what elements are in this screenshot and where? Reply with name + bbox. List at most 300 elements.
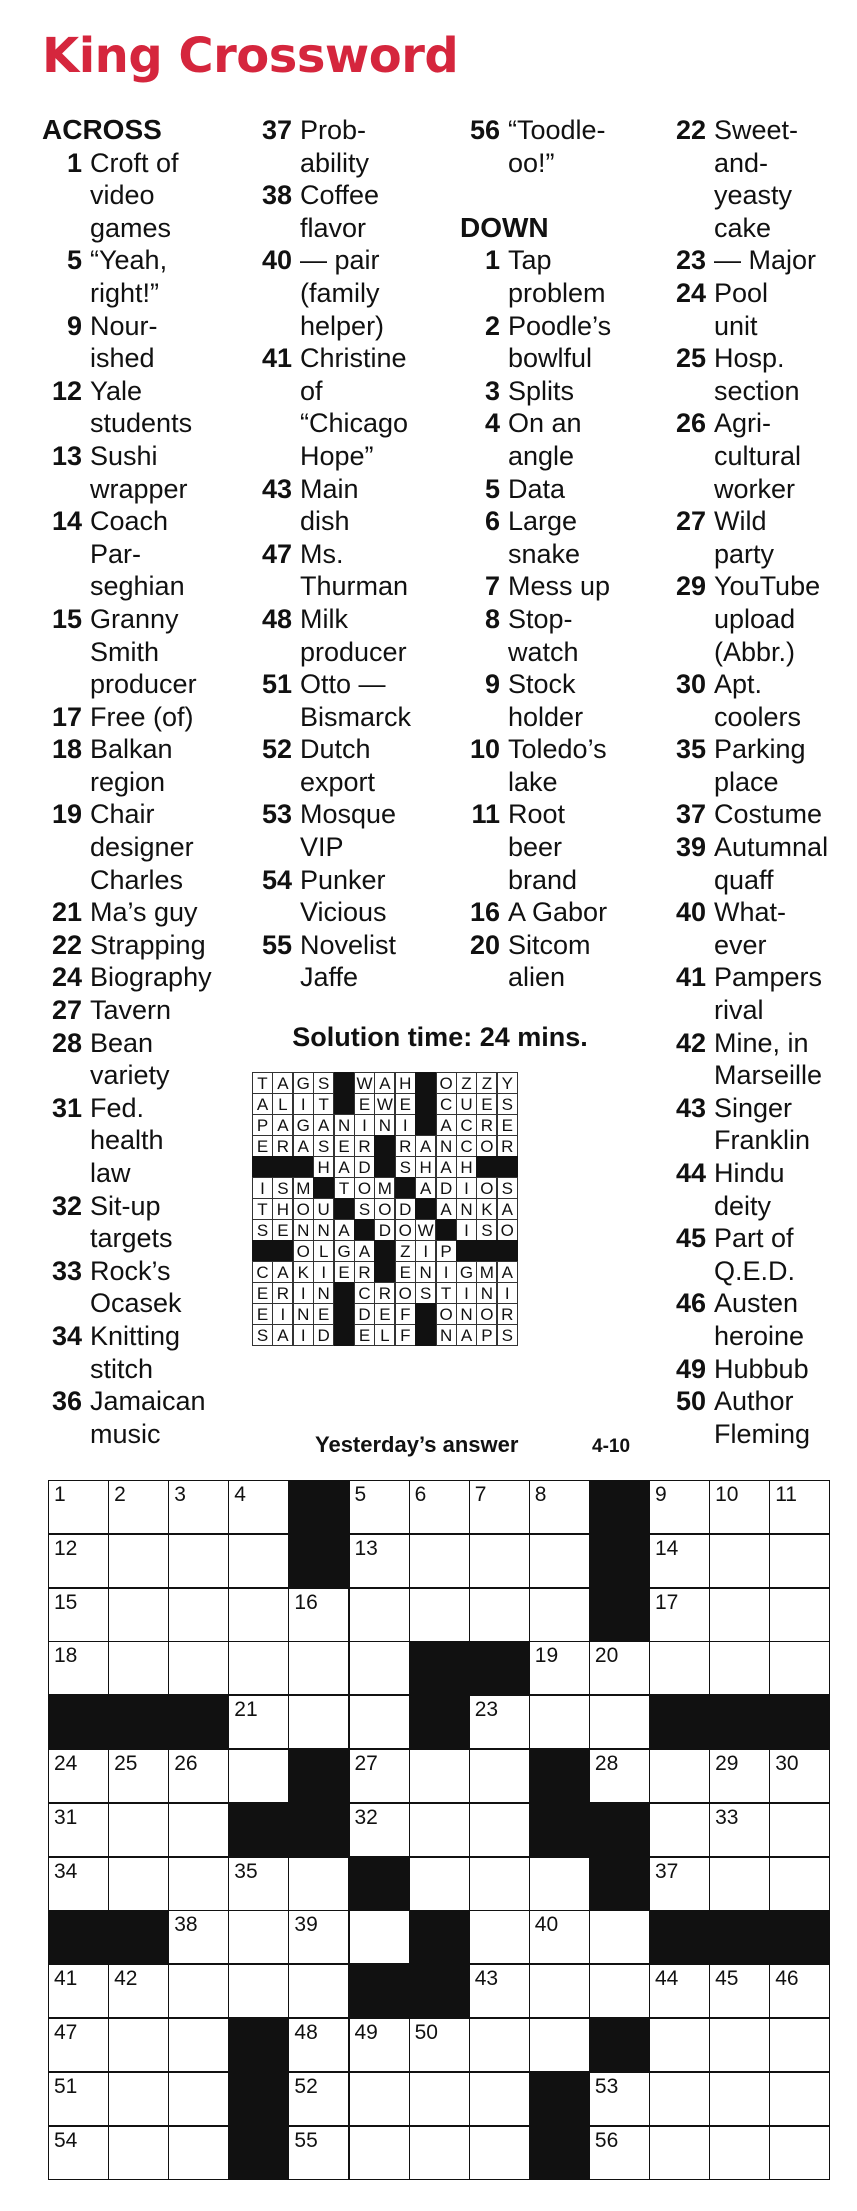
grid-cell[interactable] bbox=[769, 2126, 830, 2180]
grid-cell[interactable] bbox=[228, 1749, 289, 1803]
answer-black-cell bbox=[415, 1093, 436, 1115]
answer-black-cell bbox=[497, 1156, 518, 1178]
grid-cell[interactable] bbox=[108, 1480, 169, 1534]
grid-cell[interactable] bbox=[228, 1534, 289, 1588]
answer-cell: A bbox=[456, 1324, 477, 1346]
clue-text: Croft of video games bbox=[90, 147, 179, 243]
answer-black-cell bbox=[293, 1156, 314, 1178]
grid-cell[interactable] bbox=[48, 1641, 109, 1695]
answer-cell: N bbox=[293, 1219, 314, 1241]
grid-cell[interactable] bbox=[469, 1695, 530, 1749]
answer-black-cell bbox=[252, 1156, 273, 1178]
grid-cell[interactable] bbox=[769, 1803, 830, 1857]
grid-cell[interactable] bbox=[168, 1588, 229, 1642]
answer-cell: N bbox=[456, 1303, 477, 1325]
solution-time: Solution time: 24 mins. bbox=[292, 1022, 588, 1052]
grid-cell[interactable] bbox=[108, 1857, 169, 1911]
cell-number: 25 bbox=[114, 1752, 138, 1775]
answer-cell: E bbox=[252, 1282, 273, 1304]
answer-cell: S bbox=[313, 1072, 334, 1094]
clue bbox=[252, 798, 452, 863]
grid-cell[interactable] bbox=[349, 1910, 410, 1964]
answer-cell: C bbox=[456, 1135, 477, 1157]
grid-cell[interactable] bbox=[168, 1749, 229, 1803]
answer-cell: U bbox=[313, 1198, 334, 1220]
grid-cell[interactable] bbox=[288, 1588, 349, 1642]
grid-cell[interactable] bbox=[48, 1749, 109, 1803]
grid-cell[interactable] bbox=[709, 1641, 770, 1695]
answer-black-cell bbox=[374, 1240, 395, 1262]
grid-cell[interactable] bbox=[709, 1588, 770, 1642]
grid-black-cell bbox=[108, 1695, 169, 1749]
grid-cell[interactable] bbox=[709, 2126, 770, 2180]
answer-cell: P bbox=[476, 1324, 497, 1346]
cell-number: 15 bbox=[54, 1590, 78, 1614]
cell-number: 9 bbox=[655, 1483, 667, 1506]
grid-cell[interactable] bbox=[469, 2126, 530, 2180]
answer-cell: I bbox=[456, 1177, 477, 1199]
clue-text: Agri- cultural worker bbox=[714, 408, 802, 504]
grid-cell[interactable] bbox=[228, 1857, 289, 1911]
clue bbox=[666, 342, 856, 407]
answer-cell: F bbox=[395, 1324, 416, 1346]
clue-text: Mine, in Marseille bbox=[714, 1027, 823, 1091]
clue-text: YouTube upload (Abbr.) bbox=[714, 571, 821, 667]
answer-cell: I bbox=[436, 1261, 457, 1283]
grid-cell[interactable] bbox=[168, 1964, 229, 2018]
clue bbox=[460, 473, 660, 506]
grid-cell[interactable] bbox=[168, 2018, 229, 2072]
clue-number: 48 bbox=[261, 603, 292, 634]
grid-cell[interactable] bbox=[709, 1964, 770, 2018]
clue bbox=[42, 961, 242, 994]
grid-cell[interactable] bbox=[48, 2018, 109, 2072]
clue-number: 20 bbox=[469, 929, 500, 960]
clue-number: 6 bbox=[484, 506, 500, 537]
answer-cell: D bbox=[313, 1324, 334, 1346]
answer-cell: S bbox=[395, 1156, 416, 1178]
across-heading: ACROSS bbox=[42, 114, 162, 145]
answer-cell: R bbox=[354, 1261, 375, 1283]
answer-cell: A bbox=[272, 1261, 293, 1283]
grid-cell[interactable] bbox=[48, 1803, 109, 1857]
grid-cell[interactable] bbox=[228, 1588, 289, 1642]
grid-cell[interactable] bbox=[769, 1857, 830, 1911]
answer-cell: E bbox=[354, 1093, 375, 1115]
answer-cell: H bbox=[415, 1156, 436, 1178]
clue bbox=[460, 114, 660, 179]
yesterday-caption: Yesterday’s answer bbox=[315, 1432, 519, 1457]
grid-cell[interactable] bbox=[529, 1588, 590, 1642]
grid-cell[interactable] bbox=[108, 2126, 169, 2180]
grid-cell[interactable] bbox=[108, 2018, 169, 2072]
grid-cell[interactable] bbox=[108, 1964, 169, 2018]
cell-number: 40 bbox=[534, 1913, 559, 1937]
clue bbox=[666, 244, 856, 277]
grid-cell[interactable] bbox=[349, 1695, 410, 1749]
clue bbox=[460, 733, 660, 798]
grid-cell[interactable] bbox=[168, 1534, 229, 1588]
clue-number: 44 bbox=[675, 1158, 706, 1188]
cell-number: 8 bbox=[534, 1483, 547, 1506]
grid-cell[interactable] bbox=[288, 1641, 349, 1695]
clue bbox=[252, 538, 452, 603]
grid-cell[interactable] bbox=[709, 1803, 770, 1857]
grid-cell[interactable] bbox=[469, 1964, 530, 2018]
answer-cell: R bbox=[476, 1114, 497, 1136]
grid-cell[interactable] bbox=[769, 1588, 830, 1642]
clue-column-1 bbox=[42, 114, 242, 1450]
down-heading: DOWN bbox=[460, 211, 549, 243]
grid-cell[interactable] bbox=[48, 2126, 109, 2180]
answer-cell: I bbox=[456, 1219, 477, 1241]
grid-cell[interactable] bbox=[589, 1641, 650, 1695]
answer-cell: S bbox=[497, 1324, 518, 1346]
grid-cell[interactable] bbox=[649, 2072, 710, 2126]
grid-cell[interactable] bbox=[48, 1480, 109, 1534]
answer-cell: E bbox=[497, 1114, 518, 1136]
cell-number: 43 bbox=[474, 1967, 499, 1991]
grid-cell[interactable] bbox=[709, 1534, 770, 1588]
clue-text: Novelist Jaffe bbox=[300, 929, 397, 993]
clue-number: 19 bbox=[51, 799, 82, 830]
grid-cell[interactable] bbox=[589, 2072, 650, 2126]
grid-cell[interactable] bbox=[529, 1910, 590, 1964]
answer-black-cell bbox=[415, 1072, 436, 1094]
grid-cell[interactable] bbox=[108, 1588, 169, 1642]
clue bbox=[42, 440, 242, 505]
clue bbox=[42, 994, 242, 1027]
clue-text: Punker Vicious bbox=[300, 864, 387, 928]
clue-text: Yale students bbox=[90, 375, 193, 439]
grid-cell[interactable] bbox=[349, 2018, 410, 2072]
grid-cell[interactable] bbox=[349, 1803, 410, 1857]
answer-cell: W bbox=[415, 1219, 436, 1241]
clue-number: 43 bbox=[675, 1092, 706, 1123]
grid-cell[interactable] bbox=[409, 1480, 470, 1534]
grid-cell[interactable] bbox=[409, 2018, 470, 2072]
answer-cell: A bbox=[436, 1156, 457, 1178]
grid-cell[interactable] bbox=[649, 1749, 710, 1803]
clue-number: 16 bbox=[469, 897, 500, 928]
grid-cell[interactable] bbox=[649, 2126, 710, 2180]
grid-cell[interactable] bbox=[469, 2072, 530, 2126]
grid-cell[interactable] bbox=[168, 1480, 229, 1534]
answer-cell: A bbox=[272, 1324, 293, 1346]
cell-number: 44 bbox=[655, 1967, 679, 1991]
grid-cell[interactable] bbox=[589, 1749, 650, 1803]
answer-cell: I bbox=[293, 1324, 314, 1346]
cell-number: 50 bbox=[414, 2021, 438, 2044]
grid-cell[interactable] bbox=[469, 1803, 530, 1857]
clue-number: 32 bbox=[51, 1190, 82, 1221]
grid-cell[interactable] bbox=[649, 1803, 710, 1857]
answer-cell: Y bbox=[497, 1072, 518, 1094]
cell-number: 41 bbox=[54, 1967, 78, 1991]
grid-cell[interactable] bbox=[409, 1857, 470, 1911]
cell-number: 4 bbox=[234, 1483, 246, 1506]
clue-number: 22 bbox=[51, 929, 82, 960]
clue-column-3 bbox=[460, 114, 660, 994]
grid-cell[interactable] bbox=[168, 1910, 229, 1964]
clue bbox=[252, 179, 452, 244]
clue-number: 42 bbox=[675, 1027, 706, 1058]
answer-black-cell bbox=[395, 1177, 416, 1199]
clue-number: 18 bbox=[51, 734, 82, 765]
grid-cell[interactable] bbox=[349, 1749, 410, 1803]
clue-number: 40 bbox=[675, 897, 706, 928]
clue bbox=[42, 733, 242, 798]
grid-cell[interactable] bbox=[349, 1588, 410, 1642]
grid-cell[interactable] bbox=[288, 2018, 349, 2072]
grid-cell[interactable] bbox=[228, 1641, 289, 1695]
answer-cell: I bbox=[293, 1282, 314, 1304]
answer-cell: G bbox=[456, 1261, 477, 1283]
grid-cell[interactable] bbox=[108, 1641, 169, 1695]
grid-cell[interactable] bbox=[168, 2126, 229, 2180]
clue-text: Main dish bbox=[300, 473, 359, 537]
grid-cell[interactable] bbox=[649, 2018, 710, 2072]
answer-black-cell bbox=[374, 1156, 395, 1178]
clue bbox=[666, 570, 856, 668]
grid-cell[interactable] bbox=[529, 1695, 590, 1749]
clue-text: Author Fleming bbox=[714, 1386, 811, 1449]
clue-text: Apt. coolers bbox=[714, 669, 802, 732]
grid-cell[interactable] bbox=[529, 1857, 590, 1911]
grid-cell[interactable] bbox=[168, 1641, 229, 1695]
clue bbox=[42, 1092, 242, 1190]
clue-text: Ma’s guy bbox=[90, 897, 198, 928]
grid-cell[interactable] bbox=[649, 1534, 710, 1588]
answer-cell: N bbox=[334, 1114, 355, 1136]
clue-text: Splits bbox=[508, 375, 575, 406]
grid-cell[interactable] bbox=[589, 1695, 650, 1749]
grid-cell[interactable] bbox=[709, 2072, 770, 2126]
grid-cell[interactable] bbox=[769, 1749, 830, 1803]
cell-number: 42 bbox=[114, 1967, 138, 1991]
answer-cell: E bbox=[354, 1324, 375, 1346]
grid-cell[interactable] bbox=[649, 1857, 710, 1911]
grid-cell[interactable] bbox=[469, 1480, 530, 1534]
clue bbox=[666, 896, 856, 961]
grid-cell[interactable] bbox=[409, 1534, 470, 1588]
grid-cell[interactable] bbox=[529, 1964, 590, 2018]
grid-cell[interactable] bbox=[48, 1857, 109, 1911]
grid-cell[interactable] bbox=[409, 1803, 470, 1857]
grid-cell[interactable] bbox=[529, 1641, 590, 1695]
clue bbox=[252, 733, 452, 798]
clue bbox=[460, 603, 660, 668]
answer-black-cell bbox=[313, 1177, 334, 1199]
cell-number: 39 bbox=[294, 1913, 318, 1937]
answer-black-cell bbox=[334, 1093, 355, 1115]
clue-number: 35 bbox=[675, 734, 706, 765]
grid-cell[interactable] bbox=[349, 2072, 410, 2126]
answer-cell: T bbox=[252, 1072, 273, 1094]
grid-cell[interactable] bbox=[288, 1695, 349, 1749]
grid-cell[interactable] bbox=[409, 2072, 470, 2126]
grid-cell[interactable] bbox=[288, 1857, 349, 1911]
clue-number: 33 bbox=[51, 1255, 82, 1286]
clue bbox=[252, 864, 452, 929]
clue-text: — pair (family helper) bbox=[300, 245, 385, 341]
grid-cell[interactable] bbox=[589, 1910, 650, 1964]
answer-cell: D bbox=[354, 1303, 375, 1325]
grid-cell[interactable] bbox=[769, 2072, 830, 2126]
clue-text: Tap problem bbox=[508, 245, 606, 308]
grid-cell[interactable] bbox=[288, 2072, 349, 2126]
grid-cell[interactable] bbox=[469, 1749, 530, 1803]
grid-cell[interactable] bbox=[228, 1964, 289, 2018]
grid-cell[interactable] bbox=[409, 1588, 470, 1642]
clue-number: 45 bbox=[675, 1223, 706, 1254]
answer-black-cell bbox=[415, 1324, 436, 1346]
clue bbox=[666, 1157, 856, 1222]
clue-number: 25 bbox=[675, 343, 706, 374]
grid-cell[interactable] bbox=[469, 1534, 530, 1588]
grid-cell[interactable] bbox=[649, 1588, 710, 1642]
answer-cell: E bbox=[334, 1135, 355, 1157]
grid-cell[interactable] bbox=[709, 1480, 770, 1534]
clue bbox=[666, 1287, 856, 1352]
grid-cell[interactable] bbox=[469, 1588, 530, 1642]
cell-number: 7 bbox=[474, 1483, 487, 1506]
grid-cell[interactable] bbox=[168, 1857, 229, 1911]
grid-cell[interactable] bbox=[709, 1857, 770, 1911]
clue bbox=[460, 570, 660, 603]
clue-number: 47 bbox=[261, 538, 292, 569]
answer-cell: O bbox=[374, 1198, 395, 1220]
grid-cell[interactable] bbox=[108, 1803, 169, 1857]
grid-cell[interactable] bbox=[48, 2072, 109, 2126]
grid-cell[interactable] bbox=[709, 2018, 770, 2072]
clue-text: Austen heroine bbox=[714, 1288, 805, 1351]
answer-cell: O bbox=[476, 1303, 497, 1325]
cell-number: 28 bbox=[594, 1752, 619, 1775]
grid-cell[interactable] bbox=[228, 1480, 289, 1534]
answer-cell: D bbox=[354, 1156, 375, 1178]
clue bbox=[666, 1353, 856, 1386]
cell-number: 30 bbox=[775, 1752, 799, 1775]
answer-cell: I bbox=[293, 1093, 314, 1115]
grid-cell[interactable] bbox=[769, 1641, 830, 1695]
grid-cell[interactable] bbox=[469, 1857, 530, 1911]
clue-number: 7 bbox=[484, 571, 500, 602]
answer-cell: C bbox=[436, 1093, 457, 1115]
cell-number: 54 bbox=[54, 2128, 78, 2152]
answer-cell: N bbox=[436, 1135, 457, 1157]
answer-black-cell bbox=[334, 1324, 355, 1346]
clue bbox=[252, 668, 452, 733]
grid-cell[interactable] bbox=[48, 1534, 109, 1588]
answer-black-cell bbox=[456, 1240, 477, 1262]
grid-cell[interactable] bbox=[409, 1749, 470, 1803]
grid-black-cell bbox=[589, 1803, 650, 1857]
grid-cell[interactable] bbox=[469, 2018, 530, 2072]
grid-cell[interactable] bbox=[288, 1910, 349, 1964]
grid-cell[interactable] bbox=[349, 1641, 410, 1695]
grid-cell[interactable] bbox=[529, 1534, 590, 1588]
grid-cell[interactable] bbox=[108, 1534, 169, 1588]
grid-cell[interactable] bbox=[769, 2018, 830, 2072]
clue-text: Sitcom alien bbox=[508, 929, 591, 993]
answer-cell: A bbox=[334, 1156, 355, 1178]
grid-cell[interactable] bbox=[589, 1964, 650, 2018]
answer-cell: O bbox=[395, 1219, 416, 1241]
cell-number: 24 bbox=[54, 1752, 78, 1775]
answer-cell: H bbox=[395, 1072, 416, 1094]
grid-cell[interactable] bbox=[709, 1749, 770, 1803]
cell-number: 46 bbox=[775, 1967, 799, 1991]
grid-cell[interactable] bbox=[529, 2018, 590, 2072]
clue-number: 1 bbox=[484, 245, 500, 276]
clue-text: Hindu deity bbox=[714, 1158, 785, 1221]
grid-cell[interactable] bbox=[168, 1803, 229, 1857]
answer-cell: E bbox=[476, 1093, 497, 1115]
grid-cell[interactable] bbox=[288, 1964, 349, 2018]
grid-cell[interactable] bbox=[108, 2072, 169, 2126]
clue bbox=[42, 1320, 242, 1385]
grid-cell[interactable] bbox=[409, 2126, 470, 2180]
grid-cell[interactable] bbox=[288, 2126, 349, 2180]
clue-number: 36 bbox=[51, 1386, 82, 1417]
answer-cell: S bbox=[497, 1177, 518, 1199]
clue bbox=[42, 929, 242, 962]
answer-cell: S bbox=[252, 1324, 273, 1346]
grid-cell[interactable] bbox=[228, 1695, 289, 1749]
grid-cell[interactable] bbox=[168, 2072, 229, 2126]
answer-cell: S bbox=[313, 1135, 334, 1157]
answer-cell: E bbox=[395, 1093, 416, 1115]
grid-cell[interactable] bbox=[589, 2126, 650, 2180]
clue-number: 46 bbox=[675, 1288, 706, 1319]
grid-cell[interactable] bbox=[769, 1964, 830, 2018]
grid-cell[interactable] bbox=[469, 1910, 530, 1964]
grid-cell[interactable] bbox=[108, 1749, 169, 1803]
grid-cell[interactable] bbox=[649, 1964, 710, 2018]
answer-cell: C bbox=[252, 1261, 273, 1283]
grid-black-cell bbox=[228, 1803, 289, 1857]
spacer bbox=[460, 179, 660, 212]
clue-number: 41 bbox=[675, 962, 706, 993]
answer-cell: A bbox=[415, 1177, 436, 1199]
grid-cell[interactable] bbox=[649, 1480, 710, 1534]
grid-cell[interactable] bbox=[769, 1480, 830, 1534]
grid-cell[interactable] bbox=[349, 1480, 410, 1534]
answer-cell: A bbox=[313, 1114, 334, 1136]
answer-cell: O bbox=[476, 1177, 497, 1199]
clue-number: 56 bbox=[469, 115, 500, 145]
grid-black-cell bbox=[288, 1534, 349, 1588]
clue bbox=[666, 505, 856, 570]
grid-cell[interactable] bbox=[769, 1534, 830, 1588]
cell-number: 20 bbox=[594, 1644, 619, 1668]
grid-cell[interactable] bbox=[349, 2126, 410, 2180]
grid-cell[interactable] bbox=[48, 1964, 109, 2018]
cell-number: 32 bbox=[354, 1805, 378, 1829]
grid-cell[interactable] bbox=[529, 1480, 590, 1534]
grid-cell[interactable] bbox=[228, 1910, 289, 1964]
clue bbox=[42, 1255, 242, 1320]
grid-cell[interactable] bbox=[649, 1641, 710, 1695]
clue bbox=[42, 603, 242, 701]
answer-cell: S bbox=[354, 1198, 375, 1220]
cell-number: 12 bbox=[54, 1536, 78, 1560]
grid-cell[interactable] bbox=[349, 1534, 410, 1588]
clue bbox=[460, 310, 660, 375]
grid-cell[interactable] bbox=[48, 1588, 109, 1642]
clue-number: 24 bbox=[675, 277, 706, 308]
